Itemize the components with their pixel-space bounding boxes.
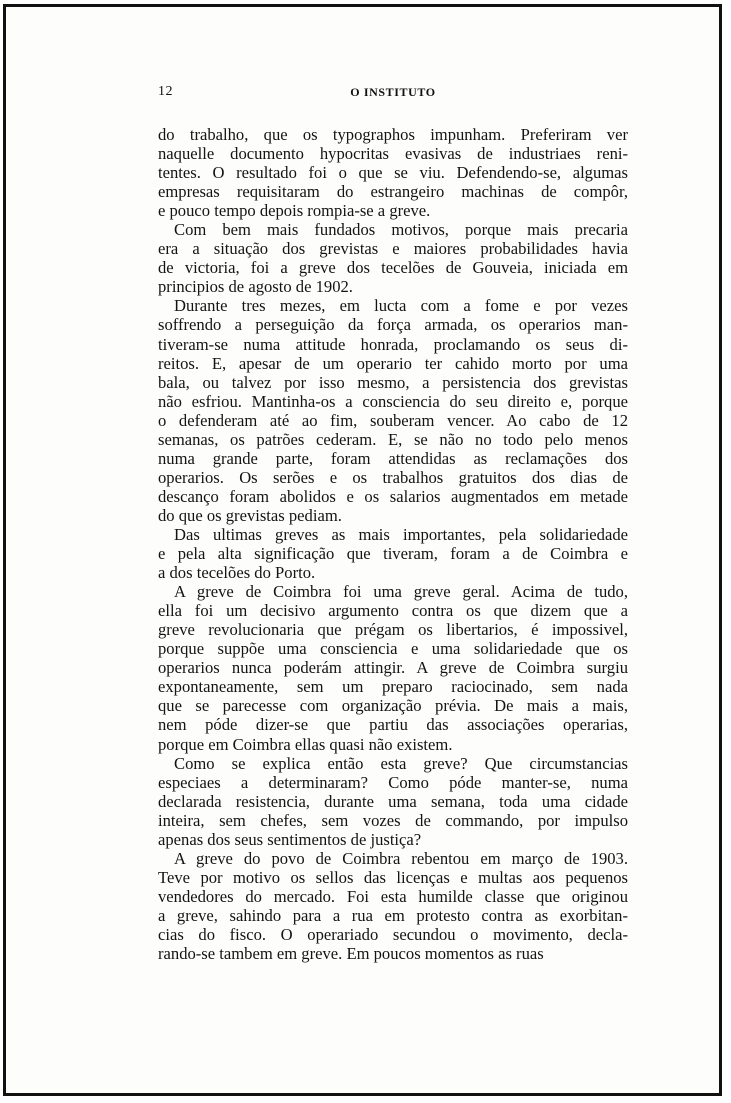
page-number: 12 — [158, 84, 173, 99]
text-line: empresas requisitaram do estrangeiro machinas de compôr, — [158, 182, 628, 202]
text-line: soffrendo a perseguição da força armada, os operarios man- — [158, 315, 628, 335]
text-line: não esfriou. Mantinha-os a consciencia do seu direito e, porque — [158, 391, 628, 411]
text-line: e pela alta significação que tiveram, foram a de Coimbra e — [158, 544, 628, 564]
text-line: o defenderam até ao fim, souberam vencer. Ao cabo de 12 — [158, 410, 628, 430]
text-line: Teve por motivo os sellos das licenças e multas aos pequenos — [158, 867, 628, 887]
paragraph — [158, 525, 628, 582]
text-line: A greve de Coimbra foi uma greve geral. Acima de tudo, — [174, 582, 628, 602]
text-line: apenas dos seus sentimentos de justiça? — [158, 829, 422, 849]
text-line: A greve do povo de Coimbra rebentou em março de 1903. — [174, 848, 628, 868]
text-line: operarios nunca poderám attingir. A greve de Coimbra surgiu — [158, 658, 628, 678]
text-line: vendedores do mercado. Foi esta humilde classe que originou — [158, 886, 628, 906]
text-line: do trabalho, que os typographos impunham. Preferiram ver — [158, 125, 628, 144]
text-line: bala, ou talvez por isso mesmo, a persistencia dos grevistas — [158, 372, 628, 392]
text-line: que se parecesse com organização prévia. De mais a mais, — [158, 696, 628, 716]
text-line: greve revolucionaria que prégam os libertarios, é impossivel, — [158, 620, 628, 640]
text-line: principios de agosto de 1902. — [158, 277, 353, 297]
text-line: inteira, sem chefes, sem vozes de commando, por impulso — [158, 810, 628, 830]
text-line: tentes. O resultado foi o que se viu. Defendendo-se, algumas — [158, 163, 628, 183]
text-line: numa grande parte, foram attendidas as reclamações dos — [158, 448, 628, 468]
text-line: Com bem mais fundados motivos, porque mais precaria — [174, 220, 628, 240]
text-line: ella foi um decisivo argumento contra os que dizem que a — [158, 601, 628, 621]
text-line: porque em Coimbra ellas quasi não existem. — [158, 734, 453, 754]
text-line: do que os grevistas pediam. — [158, 505, 342, 525]
text-line: cias do fisco. O operariado secundou o movimento, decla- — [158, 924, 628, 944]
text-line: Durante tres mezes, em lucta com a fome e por vezes — [174, 296, 628, 316]
paragraph — [158, 220, 628, 296]
text-line: a greve, sahindo para a rua em protesto contra as exorbitan- — [158, 905, 628, 925]
text-line: era a situação dos grevistas e maiores probabilidades havia — [158, 239, 628, 259]
body-text — [158, 125, 628, 963]
text-line: rando-se tambem em greve. Em poucos momentos as ruas — [158, 944, 544, 964]
running-title: O INSTITUTO — [350, 85, 436, 99]
paragraph — [158, 754, 628, 849]
text-line: de victoria, foi a greve dos tecelões de Gouveia, iniciada em — [158, 258, 628, 278]
text-line: Como se explica então esta greve? Que circumstancias — [174, 753, 628, 773]
text-line: Das ultimas greves as mais importantes, pela solidariedade — [174, 524, 628, 544]
text-line: nem póde dizer-se que partiu das associações operarias, — [158, 715, 628, 735]
text-line: especiaes a determinaram? Como póde manter-se, numa — [158, 772, 628, 792]
text-line: descanço foram abolidos e os salarios augmentados em metade — [158, 486, 628, 506]
page-header — [158, 84, 628, 104]
text-line: a dos tecelões do Porto. — [158, 563, 316, 583]
text-line: semanas, os patrões cederam. E, se não no todo pelo menos — [158, 429, 628, 449]
text-line: declarada resistencia, durante uma semana, toda uma cidade — [158, 791, 628, 811]
text-line: operarios. Os serões e os trabalhos gratuitos dos dias de — [158, 467, 628, 487]
paragraph — [158, 125, 628, 220]
text-line: naquelle documento hypocritas evasivas de industriaes reni- — [158, 144, 628, 164]
paragraph — [158, 849, 628, 963]
text-line: reitos. E, apesar de um operario ter cahido morto por uma — [158, 353, 628, 373]
text-line: e pouco tempo depois rompia-se a greve. — [158, 201, 431, 221]
paragraph — [158, 582, 628, 753]
text-line: expontaneamente, sem um preparo raciocinado, sem nada — [158, 677, 628, 697]
text-line: porque suppõe uma consciencia e uma solidariedade que os — [158, 639, 628, 659]
paragraph — [158, 296, 628, 525]
text-line: tiveram-se numa attitude honrada, proclamando os seus di- — [158, 334, 628, 354]
